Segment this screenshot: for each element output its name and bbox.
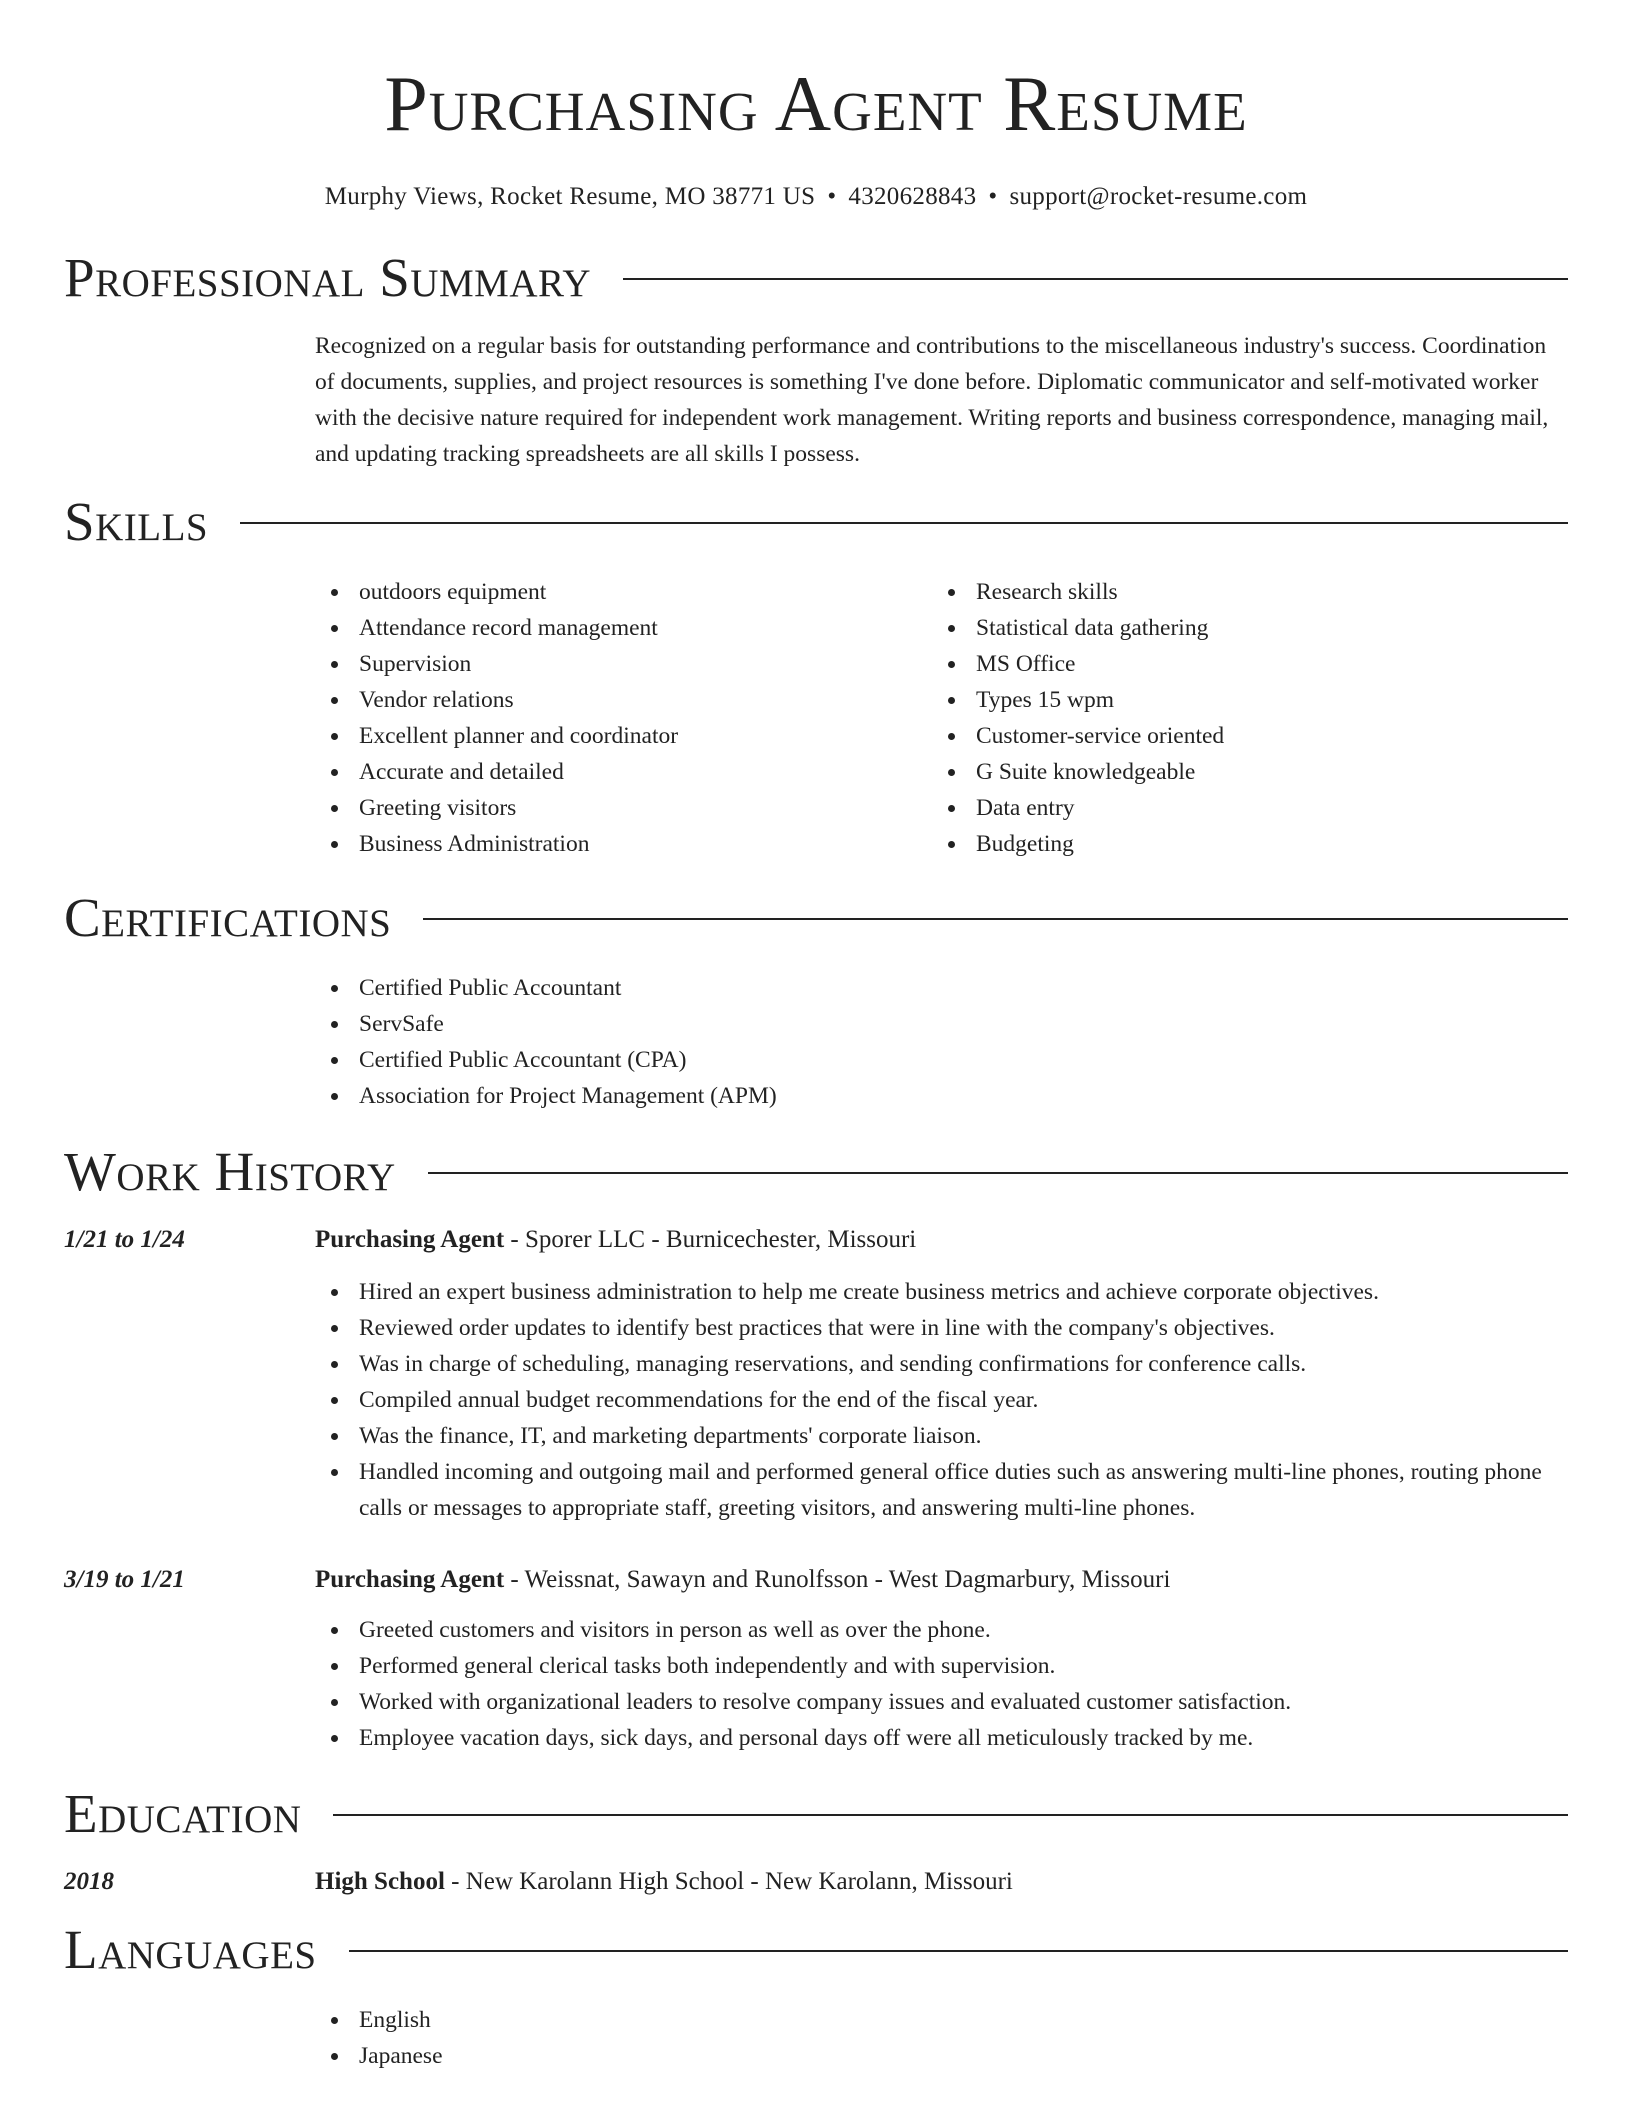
education-heading: Education bbox=[64, 1783, 302, 1844]
certification-item: ServSafe bbox=[315, 1006, 1568, 1042]
skill-item: Budgeting bbox=[932, 826, 1549, 862]
skills-heading: Skills bbox=[64, 491, 209, 552]
contact-phone: 4320628843 bbox=[848, 183, 977, 210]
summary-body bbox=[315, 328, 1568, 472]
languages-body bbox=[315, 2002, 1568, 2074]
language-item: English bbox=[315, 2002, 1568, 2038]
languages-list bbox=[315, 2002, 1568, 2074]
skill-item: Customer-service oriented bbox=[932, 718, 1549, 754]
contact-separator: • bbox=[988, 183, 998, 210]
certifications-heading: Certifications bbox=[64, 887, 392, 948]
skill-item: Research skills bbox=[932, 574, 1549, 610]
job-bullet: Was the finance, IT, and marketing departments' corporate liaison. bbox=[315, 1418, 1568, 1454]
skills-section-header bbox=[64, 490, 1568, 554]
job-bullet: Greeted customers and visitors in person as well as over the phone. bbox=[315, 1612, 1568, 1648]
certification-item: Certified Public Accountant (CPA) bbox=[315, 1042, 1568, 1078]
certifications-body bbox=[315, 970, 1568, 1114]
job-dates: 1/21 to 1/24 bbox=[64, 1226, 185, 1253]
skills-column-right bbox=[932, 574, 1549, 862]
contact-email: support@rocket-resume.com bbox=[1009, 183, 1308, 210]
skill-item: Statistical data gathering bbox=[932, 610, 1549, 646]
skill-item: Types 15 wpm bbox=[932, 682, 1549, 718]
education-year: 2018 bbox=[64, 1868, 114, 1895]
skill-item: Data entry bbox=[932, 790, 1549, 826]
education-section-header bbox=[64, 1782, 1568, 1846]
summary-section-header bbox=[64, 246, 1568, 310]
job-bullet: Was in charge of scheduling, managing reservations, and sending confirmations for conference calls. bbox=[315, 1346, 1568, 1382]
section-divider bbox=[428, 1172, 1568, 1174]
job-header bbox=[64, 1564, 1568, 1596]
job-header bbox=[64, 1224, 1568, 1256]
job-entry bbox=[64, 1224, 1568, 1526]
skills-list bbox=[315, 574, 1568, 862]
resume-title: Purchasing Agent Resume bbox=[384, 60, 1248, 147]
certification-item: Association for Project Management (APM) bbox=[315, 1078, 1568, 1114]
contact-separator: • bbox=[827, 183, 837, 210]
job-title-line bbox=[315, 1564, 1170, 1596]
skill-item: Greeting visitors bbox=[315, 790, 932, 826]
section-divider bbox=[423, 918, 1568, 920]
skill-item: Attendance record management bbox=[315, 610, 932, 646]
section-divider bbox=[349, 1950, 1568, 1952]
job-bullet: Hired an expert business administration to help me create business metrics and achieve corporate objectives. bbox=[315, 1274, 1568, 1310]
skill-item: Excellent planner and coordinator bbox=[315, 718, 932, 754]
certification-item: Certified Public Accountant bbox=[315, 970, 1568, 1006]
job-entry bbox=[64, 1564, 1568, 1756]
resume-page bbox=[64, 0, 1568, 2074]
section-divider bbox=[240, 522, 1568, 524]
skill-item: MS Office bbox=[932, 646, 1549, 682]
section-divider bbox=[623, 278, 1568, 280]
job-title-line bbox=[315, 1224, 916, 1256]
skill-item: Vendor relations bbox=[315, 682, 932, 718]
education-entry bbox=[64, 1866, 1568, 1898]
skill-item: Accurate and detailed bbox=[315, 754, 932, 790]
work-heading: Work History bbox=[64, 1141, 396, 1202]
job-details: - Sporer LLC - Burnicechester, Missouri bbox=[504, 1226, 917, 1253]
job-bullets bbox=[315, 1274, 1568, 1526]
job-bullet: Performed general clerical tasks both independently and with supervision. bbox=[315, 1648, 1568, 1684]
summary-heading: Professional Summary bbox=[64, 247, 592, 308]
contact-address: Murphy Views, Rocket Resume, MO 38771 US bbox=[324, 183, 816, 210]
certifications-section-header bbox=[64, 886, 1568, 950]
job-bullets bbox=[315, 1612, 1568, 1756]
language-item: Japanese bbox=[315, 2038, 1568, 2074]
education-line bbox=[315, 1866, 1013, 1898]
skill-item: outdoors equipment bbox=[315, 574, 932, 610]
skills-column-left bbox=[315, 574, 932, 862]
job-title: Purchasing Agent bbox=[315, 1226, 505, 1253]
summary-text: Recognized on a regular basis for outstanding performance and contributions to the miscellaneous industry's success. Coordination of documents, supplies, and project resources is something I've done before. Diplomatic communicator and self-motivated worker with the decisive nature required for independent work management. Writing reports and business correspondence, managing mail, and updating tracking spreadsheets are all skills I possess. bbox=[315, 333, 1549, 467]
certifications-list bbox=[315, 970, 1568, 1114]
languages-heading: Languages bbox=[64, 1919, 317, 1980]
skill-item: Business Administration bbox=[315, 826, 932, 862]
languages-section-header bbox=[64, 1918, 1568, 1982]
section-divider bbox=[333, 1814, 1568, 1816]
work-section-header bbox=[64, 1140, 1568, 1204]
job-details: - Weissnat, Sawayn and Runolfsson - West Dagmarbury, Missouri bbox=[504, 1566, 1171, 1593]
job-bullet: Employee vacation days, sick days, and personal days off were all meticulously tracked by me. bbox=[315, 1720, 1568, 1756]
education-degree: High School bbox=[315, 1868, 445, 1895]
job-bullet: Compiled annual budget recommendations for the end of the fiscal year. bbox=[315, 1382, 1568, 1418]
skill-item: Supervision bbox=[315, 646, 932, 682]
job-bullet: Reviewed order updates to identify best practices that were in line with the company's objectives. bbox=[315, 1310, 1568, 1346]
job-dates: 3/19 to 1/21 bbox=[64, 1566, 185, 1593]
contact-line bbox=[64, 182, 1568, 212]
job-bullet: Worked with organizational leaders to resolve company issues and evaluated customer satisfaction. bbox=[315, 1684, 1568, 1720]
education-details: - New Karolann High School - New Karolann, Missouri bbox=[444, 1868, 1013, 1895]
skill-item: G Suite knowledgeable bbox=[932, 754, 1549, 790]
job-title: Purchasing Agent bbox=[315, 1566, 505, 1593]
job-bullet: Handled incoming and outgoing mail and performed general office duties such as answering multi-line phones, routing phone calls or messages to appropriate staff, greeting visitors, and answering multi-line phones. bbox=[315, 1454, 1568, 1526]
